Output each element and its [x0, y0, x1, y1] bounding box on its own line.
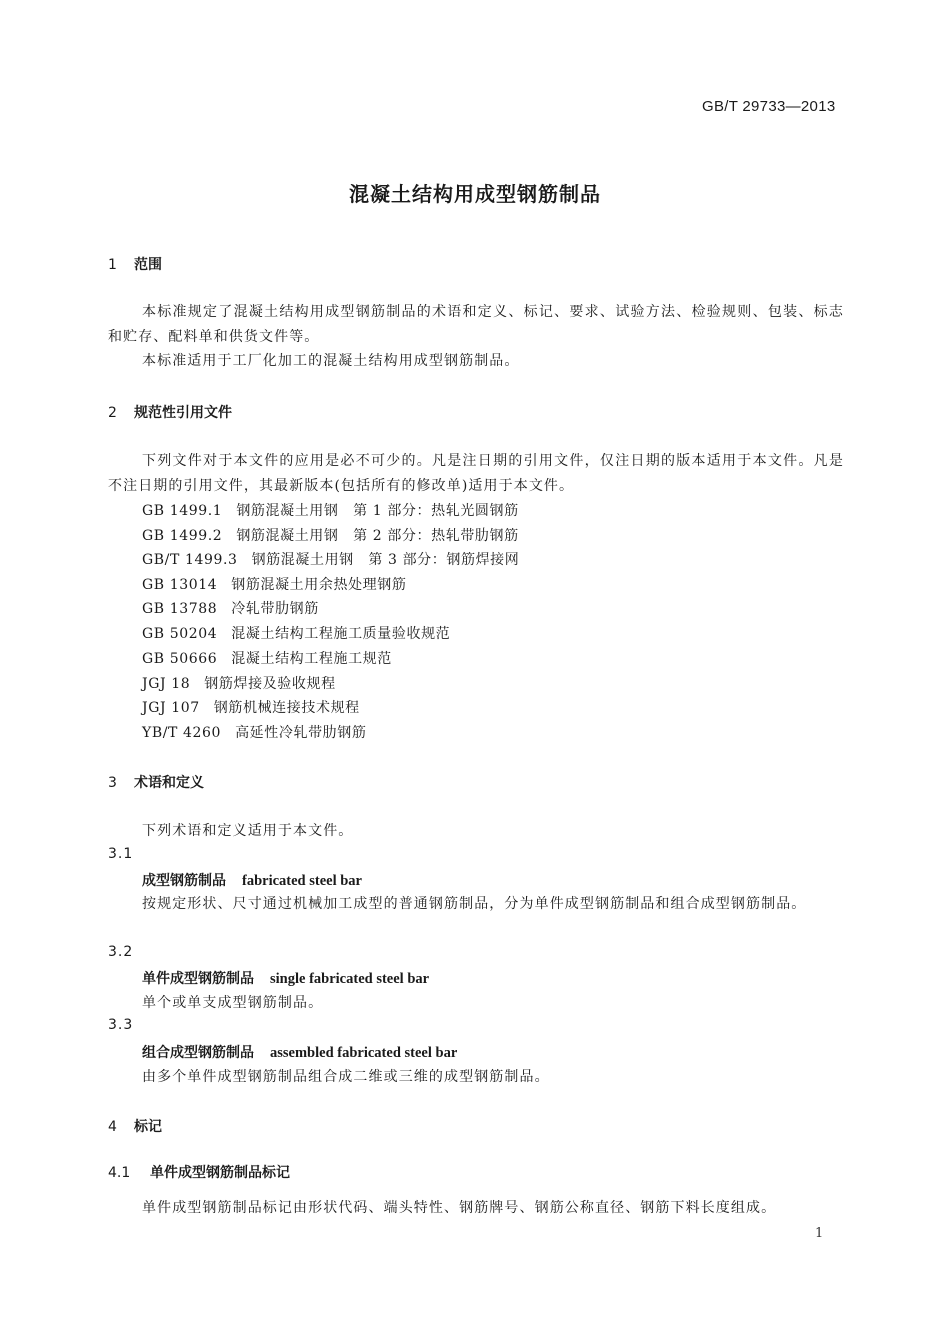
- term-name-cn: 单件成型钢筋制品: [142, 971, 254, 987]
- section-3-intro: 下列术语和定义适用于本文件。: [142, 823, 354, 839]
- reference-item: [142, 574, 406, 594]
- term-name-en: assembled fabricated steel bar: [270, 1045, 458, 1061]
- reference-title: 钢筋焊接及验收规程: [204, 676, 336, 692]
- section-title: 术语和定义: [134, 775, 204, 791]
- reference-code: GB 1499.2: [142, 528, 223, 544]
- reference-title: 混凝土结构工程施工规范: [231, 651, 392, 667]
- term-definition: 按规定形状、尺寸通过机械加工成型的普通钢筋制品，分为单件成型钢筋制品和组合成型钢筋制品。: [142, 896, 807, 912]
- standard-code: GB/T 29733—2013: [702, 98, 836, 115]
- term-number: 3.2: [108, 944, 134, 960]
- term-definition: 单个或单支成型钢筋制品。: [142, 995, 324, 1011]
- reference-item: [142, 722, 366, 742]
- reference-code: JGJ 18: [142, 676, 191, 692]
- section-2-heading: [108, 402, 232, 422]
- term-heading: [142, 870, 362, 890]
- reference-item: [142, 697, 360, 717]
- reference-item: [142, 673, 336, 693]
- section-1-heading: [108, 254, 162, 274]
- section-2-intro: 下列文件对于本文件的应用是必不可少的。凡是注日期的引用文件，仅注日期的版本适用于本文件。凡是不注日期的引用文件，其最新版本(包括所有的修改单)适用于本文件。: [108, 453, 844, 494]
- section-number: 4: [108, 1119, 117, 1135]
- section-3-heading: [108, 772, 204, 792]
- reference-code: GB 13788: [142, 601, 218, 617]
- reference-code: GB/T 1499.3: [142, 552, 238, 568]
- reference-title: 混凝土结构工程施工质量验收规范: [231, 626, 451, 642]
- term-name-en: fabricated steel bar: [242, 873, 362, 889]
- section-title: 范围: [134, 257, 162, 273]
- reference-item: [142, 549, 519, 569]
- term-heading: [142, 1042, 457, 1062]
- section-number: 2: [108, 405, 117, 421]
- term-name-cn: 组合成型钢筋制品: [142, 1045, 254, 1061]
- reference-item: [142, 525, 519, 545]
- section-title: 标记: [134, 1119, 162, 1135]
- term-number: 3.1: [108, 846, 134, 862]
- reference-title: 钢筋混凝土用钢 第 3 部分：钢筋焊接网: [251, 552, 520, 568]
- section-4-heading: [108, 1116, 162, 1136]
- section-title: 规范性引用文件: [134, 405, 232, 421]
- reference-title: 钢筋混凝土用钢 第 1 部分：热轧光圆钢筋: [236, 503, 519, 519]
- reference-title: 冷轧带肋钢筋: [231, 601, 319, 617]
- subsection-4-1-heading: [108, 1162, 290, 1182]
- section-1-paragraph-1: 本标准规定了混凝土结构用成型钢筋制品的术语和定义、标记、要求、试验方法、检验规则、包装、标志和贮存、配料单和供货文件等。: [108, 304, 844, 345]
- subsection-title: 单件成型钢筋制品标记: [150, 1165, 290, 1181]
- section-1-paragraph-2: 本标准适用于工厂化加工的混凝土结构用成型钢筋制品。: [142, 353, 520, 369]
- reference-code: GB 1499.1: [142, 503, 223, 519]
- term-definition: 由多个单件成型钢筋制品组合成二维或三维的成型钢筋制品。: [142, 1069, 550, 1085]
- reference-code: GB 50204: [142, 626, 218, 642]
- page-number: 1: [815, 1226, 824, 1241]
- reference-code: GB 50666: [142, 651, 218, 667]
- reference-item: [142, 648, 392, 668]
- reference-code: YB/T 4260: [142, 725, 222, 741]
- reference-title: 高延性冷轧带肋钢筋: [235, 725, 367, 741]
- reference-code: JGJ 107: [142, 700, 200, 716]
- reference-title: 钢筋混凝土用余热处理钢筋: [231, 577, 407, 593]
- reference-item: [142, 623, 450, 643]
- term-name-cn: 成型钢筋制品: [142, 873, 226, 889]
- section-number: 3: [108, 775, 117, 791]
- subsection-number: 4.1: [108, 1165, 131, 1181]
- reference-code: GB 13014: [142, 577, 218, 593]
- section-number: 1: [108, 257, 117, 273]
- reference-title: 钢筋机械连接技术规程: [213, 700, 360, 716]
- subsection-4-1-text: 单件成型钢筋制品标记由形状代码、端头特性、钢筋牌号、钢筋公称直径、钢筋下料长度组成。: [142, 1200, 777, 1216]
- term-heading: [142, 968, 429, 988]
- document-title: 混凝土结构用成型钢筋制品: [349, 182, 601, 206]
- term-name-en: single fabricated steel bar: [270, 971, 430, 987]
- reference-item: [142, 598, 319, 618]
- term-number: 3.3: [108, 1017, 134, 1033]
- reference-title: 钢筋混凝土用钢 第 2 部分：热轧带肋钢筋: [236, 528, 519, 544]
- reference-item: [142, 500, 519, 520]
